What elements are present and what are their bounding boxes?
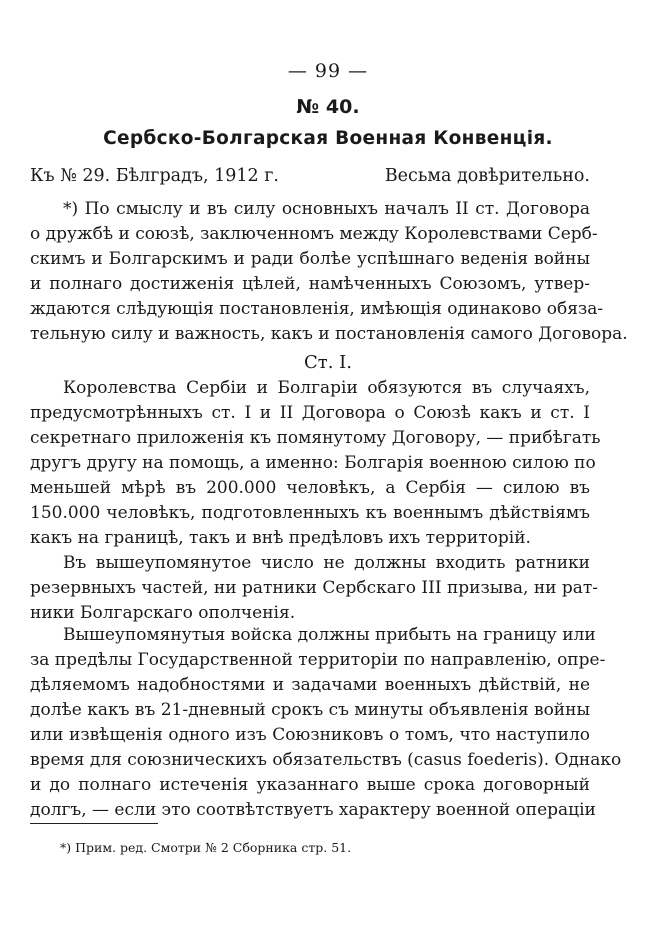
text-line: предусмотрѣнныхъ ст. I и II Договора о Союзѣ какъ и ст. I (30, 403, 590, 423)
text-line: другъ другу на помощь, а именно: Болгарія военною силою по (30, 453, 596, 473)
text-line: резервныхъ частей, ни ратники Сербскаго III призыва, ни рат- (30, 578, 599, 598)
text-line: или извѣщенія одного изъ Союзниковъ о томъ, что наступило (30, 725, 590, 745)
text-line: о дружбѣ и союзѣ, заключенномъ между Королевствами Серб- (30, 224, 598, 244)
article-heading: Ст. I. (303, 352, 352, 373)
page-number: — 99 — (287, 60, 369, 82)
text-line: 150.000 человѣкъ, подготовленныхъ къ военнымъ дѣйствіямъ (30, 503, 590, 523)
text-line: дѣляемомъ надобностями и задачами военныхъ дѣйствій, не (30, 675, 590, 695)
text-line: Въ вышеупомянутое число не должны входить ратники (63, 553, 590, 573)
preamble-paragraph (30, 197, 628, 347)
text-line: долгъ, — если это соотвѣтствуетъ характеру военной операціи (30, 800, 596, 820)
article-paragraph-2 (30, 551, 599, 626)
text-line: секретнаго приложенія къ помянутому Договору, — прибѣгать (30, 428, 601, 448)
text-line: меньшей мѣрѣ въ 200.000 человѣкъ, а Сербія — силою въ (30, 478, 590, 498)
text-line: какъ на границѣ, такъ и внѣ предѣловъ ихъ территорій. (30, 528, 531, 548)
text-line: тельную силу и важность, какъ и постановленія самого Договора. (30, 324, 628, 344)
document-number: № 40. (296, 96, 360, 118)
footnote-divider (30, 823, 158, 824)
text-line: Королевства Сербіи и Болгаріи обязуются въ случаяхъ, (63, 378, 590, 398)
footnote: *) Прим. ред. Смотри № 2 Сборника стр. 51. (60, 840, 352, 855)
text-line: за предѣлы Государственной территоріи по направленію, опре- (30, 650, 606, 670)
text-line: время для союзническихъ обязательствъ (casus foederis). Однако (30, 750, 622, 770)
text-line: скимъ и Болгарскимъ и ради болѣе успѣшнаго веденія войны (30, 249, 590, 269)
text-line: *) По смыслу и въ силу основныхъ началъ II ст. Договора (63, 199, 590, 219)
text-line: Вышеупомянутыя войска должны прибыть на границу или (63, 625, 596, 645)
document-classification: Весьма довѣрительно. (384, 166, 590, 186)
document-meta-line (30, 166, 590, 186)
text-line: долѣе какъ въ 21-дневный срокъ съ минуты объявленія войны (30, 700, 590, 720)
text-line: и полнаго достиженія цѣлей, намѣченныхъ Союзомъ, утвер- (30, 274, 590, 294)
article-paragraph-3 (30, 623, 622, 823)
article-paragraph-1 (30, 376, 601, 551)
text-line: и до полнаго истеченія указаннаго выше срока договорный (30, 775, 590, 795)
document-reference: Къ № 29. Бѣлградъ, 1912 г. (30, 166, 279, 186)
text-line: ники Болгарскаго ополченія. (30, 603, 296, 623)
document-title: Сербско-Болгарская Военная Конвенція. (103, 128, 553, 149)
text-line: ждаются слѣдующія постановленія, имѣющія одинаково обяза- (30, 299, 604, 319)
